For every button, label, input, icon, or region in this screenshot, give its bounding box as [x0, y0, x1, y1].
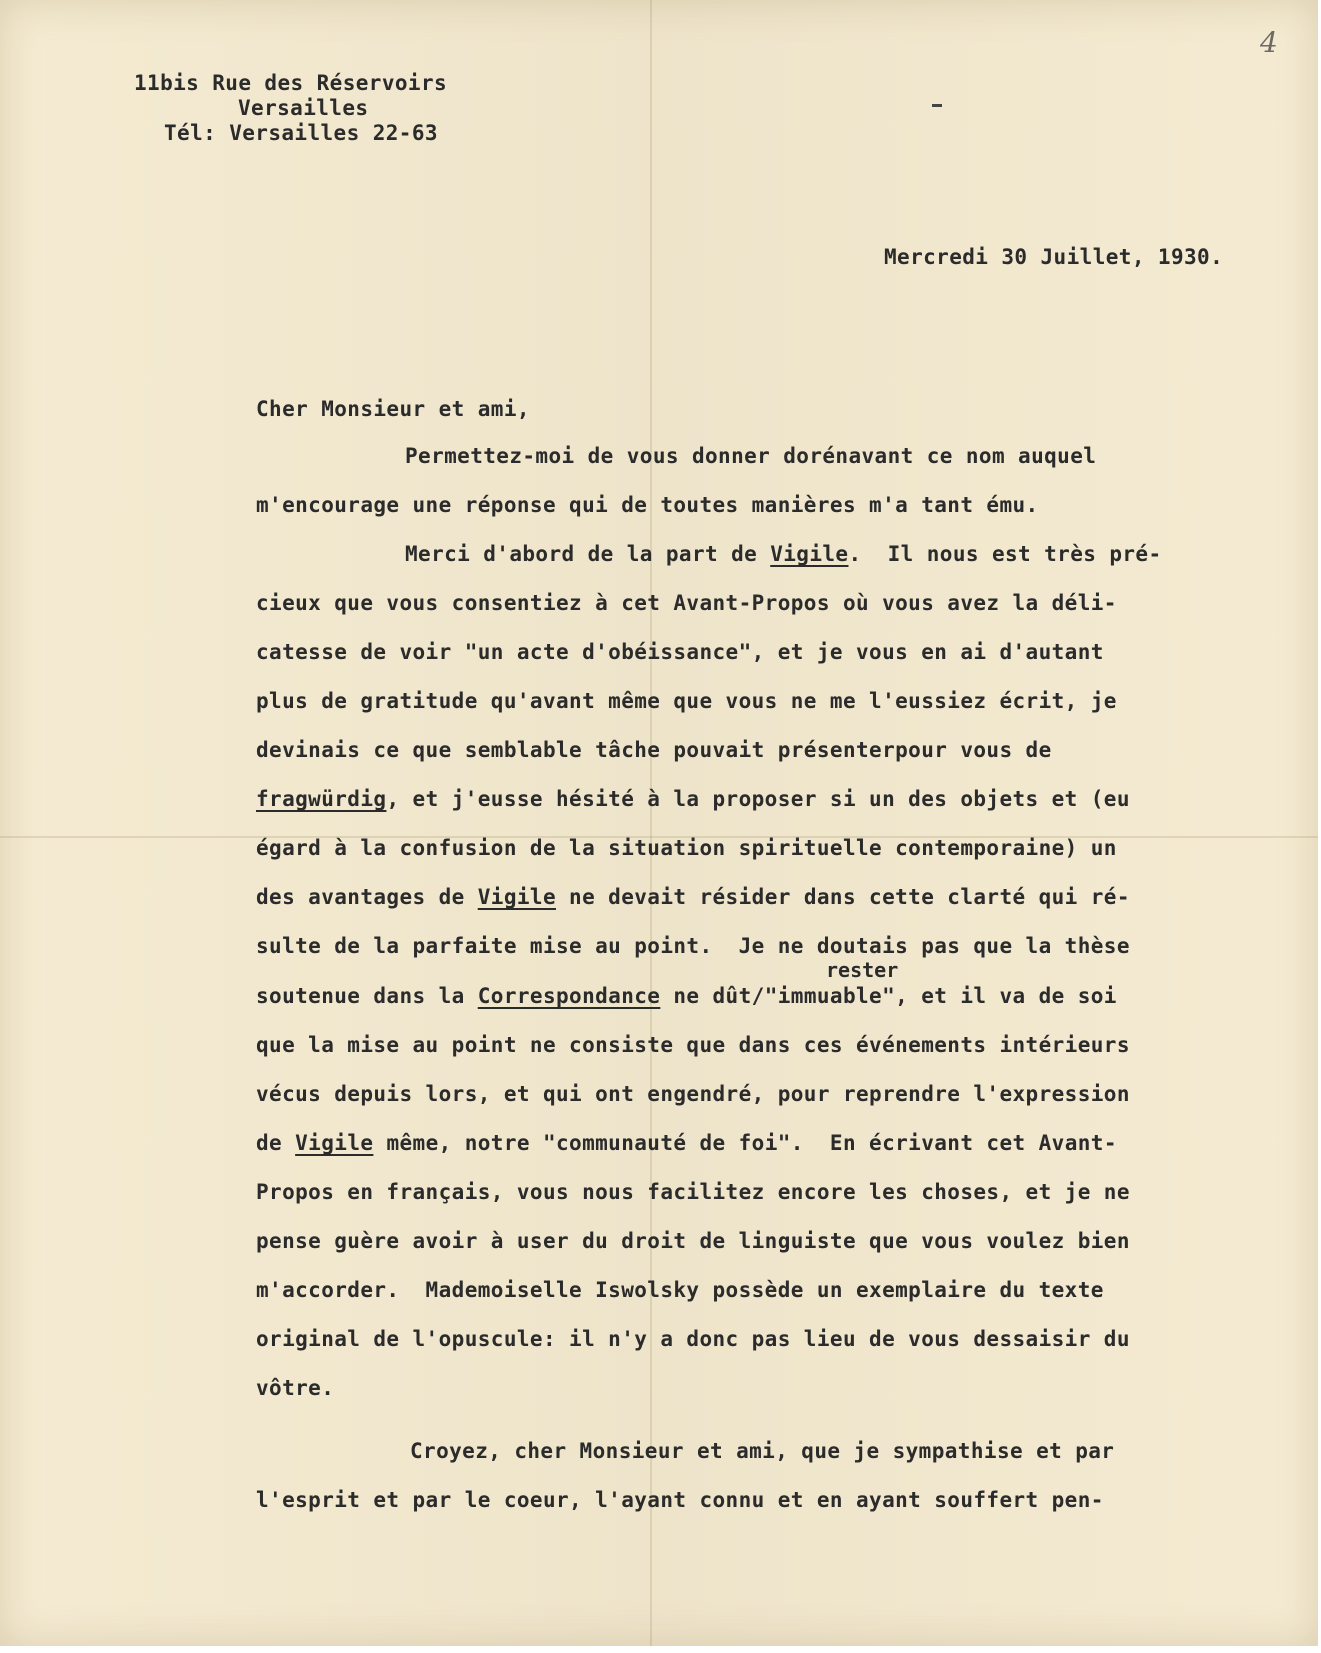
typed-insertion: rester [826, 958, 899, 982]
body-line: vécus depuis lors, et qui ont engendré, pour reprendre l'expression [256, 1082, 1130, 1106]
page-number: 4 [1260, 26, 1278, 59]
underlined-title: Correspondance [477, 984, 661, 1008]
body-line: pense guère avoir à user du droit de linguiste que vous voulez bien [256, 1229, 1130, 1253]
address-line-2: Versailles [238, 96, 369, 120]
letter-date: Mercredi 30 Juillet, 1930. [884, 245, 1224, 269]
underlined-word: fragwürdig [256, 787, 387, 811]
body-line: cieux que vous consentiez à cet Avant-Propos où vous avez la déli- [256, 591, 1117, 615]
stray-mark [932, 104, 942, 107]
body-line: plus de gratitude qu'avant même que vous ne me l'eussiez écrit, je [256, 689, 1117, 713]
body-line: vôtre. [256, 1376, 335, 1400]
body-line: m'accorder. Mademoiselle Iswolsky possède un exemplaire du texte [256, 1278, 1104, 1302]
underlined-title: Vigile [770, 542, 849, 566]
underlined-title: Vigile [295, 1131, 374, 1155]
salutation: Cher Monsieur et ami, [256, 397, 530, 421]
body-line: fragwürdig, et j'eusse hésité à la proposer si un des objets et (eu [256, 787, 1130, 811]
address-line-1: 11bis Rue des Réservoirs [134, 71, 448, 95]
body-line: original de l'opuscule: il n'y a donc pas lieu de vous dessaisir du [256, 1327, 1130, 1351]
body-line: Croyez, cher Monsieur et ami, que je sympathise et par [410, 1439, 1115, 1463]
body-line: Merci d'abord de la part de Vigile. Il nous est très pré- [405, 542, 1162, 566]
vertical-fold [650, 0, 652, 1646]
body-line: Permettez-moi de vous donner dorénavant ce nom auquel [405, 444, 1097, 468]
body-line: l'esprit et par le coeur, l'ayant connu et en ayant souffert pen- [256, 1488, 1104, 1512]
body-line: devinais ce que semblable tâche pouvait présenterpour vous de [256, 738, 1052, 762]
body-line: que la mise au point ne consiste que dans ces événements intérieurs [256, 1033, 1130, 1057]
body-line: soutenue dans la Correspondance ne dût/"immuable", et il va de soi [256, 984, 1117, 1008]
body-line: catesse de voir "un acte d'obéissance", et je vous en ai d'autant [256, 640, 1104, 664]
body-line: des avantages de Vigile ne devait résider dans cette clarté qui ré- [256, 885, 1130, 909]
body-line: sulte de la parfaite mise au point. Je ne doutais pas que la thèse [256, 934, 1130, 958]
underlined-title: Vigile [477, 885, 556, 909]
body-line: de Vigile même, notre "communauté de foi". En écrivant cet Avant- [256, 1131, 1117, 1155]
body-line: m'encourage une réponse qui de toutes manières m'a tant ému. [256, 493, 1039, 517]
body-line: Propos en français, vous nous facilitez encore les choses, et je ne [256, 1180, 1130, 1204]
body-line: égard à la confusion de la situation spirituelle contemporaine) un [256, 836, 1117, 860]
address-line-3: Tél: Versailles 22-63 [164, 121, 438, 145]
